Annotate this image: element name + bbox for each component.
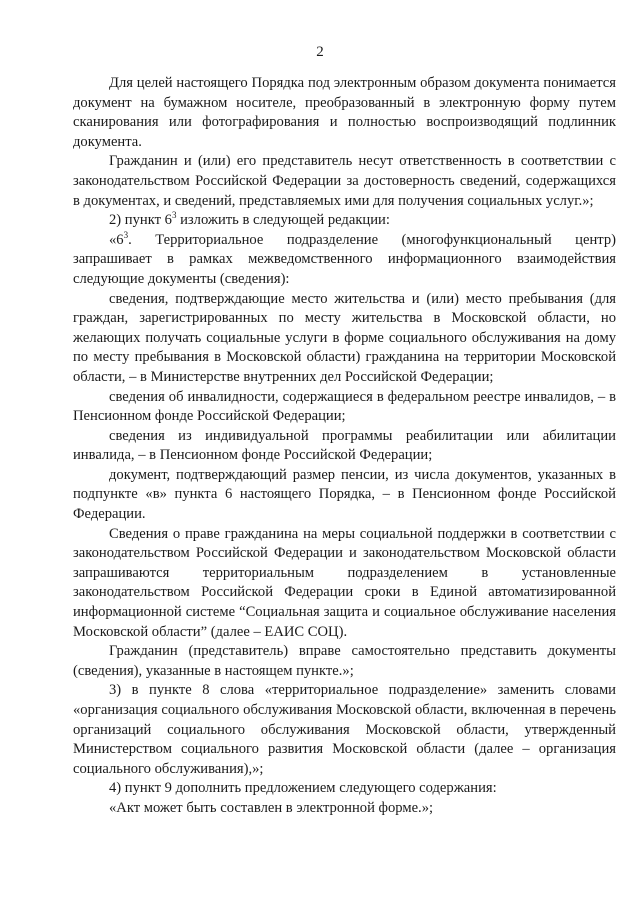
paragraph-item-2: [73, 211, 616, 231]
paragraph-social-support-info: Сведения о праве гражданина на меры социальной поддержки в соответствии с законодательством Российской Федерации и законодательством Московской области запрашиваются территориальным подразделением в установленные законодательством Российской Федерации сроки в Единой автоматизированной информационной системе “Социальная защита и социальное обслуживание населения Московской области” (далее – ЕАИС СОЦ).: [73, 525, 616, 640]
paragraph-residence-info: сведения, подтверждающие место жительства и (или) место пребывания (для граждан, зарегистрированных по месту жительства в Московской области, но желающих получать социальные услуги в форме социального обслуживания на дому по месту пребывания в Московской области) гражданина на территории Московской области, – в Министерстве внутренних дел Российской Федерации;: [73, 290, 616, 385]
paragraph-clause-6-3-start: «6: [109, 231, 124, 248]
paragraph-item-2-start: 2) пункт 6: [109, 212, 172, 229]
paragraph-clause-6-3-superscript: 3: [123, 229, 129, 240]
paragraph-disability-info: сведения об инвалидности, содержащиеся в федеральном реестре инвалидов, – в Пенсионном фонде Российской Федерации;: [73, 388, 616, 425]
paragraph-rehabilitation-program: сведения из индивидуальной программы реабилитации или абилитации инвалида, – в Пенсионном фонде Российской Федерации;: [73, 427, 616, 464]
paragraph-item-2-superscript: 3: [171, 210, 177, 221]
paragraph-item-3: 3) в пункте 8 слова «территориальное подразделение» заменить словами «организация социального обслуживания Московской области, включенная в перечень организаций социального обслуживания Московской области, утвержденный Министерством социального развития Московской области (далее – организация социального обслуживания),»;: [73, 682, 616, 777]
paragraph-electronic-image-definition: Для целей настоящего Порядка под электронным образом документа понимается документ на бумажном носителе, преобразованный в электронную форму путем сканирования или фотографирования и полностью воспроизводящий подлинник документа.: [73, 75, 616, 150]
paragraph-citizen-right: Гражданин (представитель) вправе самостоятельно представить документы (сведения), указанные в настоящем пункте.»;: [73, 643, 616, 679]
paragraph-clause-6-3-end: . Территориальное подразделение (многофункциональный центр) запрашивает в рамках межведомственного информационного взаимодействия следующие документы (сведения):: [73, 231, 616, 287]
document-body: [73, 74, 616, 819]
paragraph-clause-6-3: [73, 231, 616, 290]
paragraph-item-4: 4) пункт 9 дополнить предложением следующего содержания:: [109, 780, 497, 797]
paragraph-responsibility: Гражданин и (или) его представитель несут ответственность в соответствии с законодательством Российской Федерации за достоверность сведений, содержащихся в документах, и сведений, представляемых ими для получения социальных услуг.»;: [73, 153, 616, 209]
paragraph-act-electronic: «Акт может быть составлен в электронной форме.»;: [109, 799, 434, 816]
page-number: 2: [316, 44, 324, 60]
paragraph-item-2-end: изложить в следующей редакции:: [176, 212, 390, 229]
paragraph-pension-document: документ, подтверждающий размер пенсии, из числа документов, указанных в подпункте «в» пункта 6 настоящего Порядка, – в Пенсионном фонде Российской Федерации.: [73, 466, 616, 523]
